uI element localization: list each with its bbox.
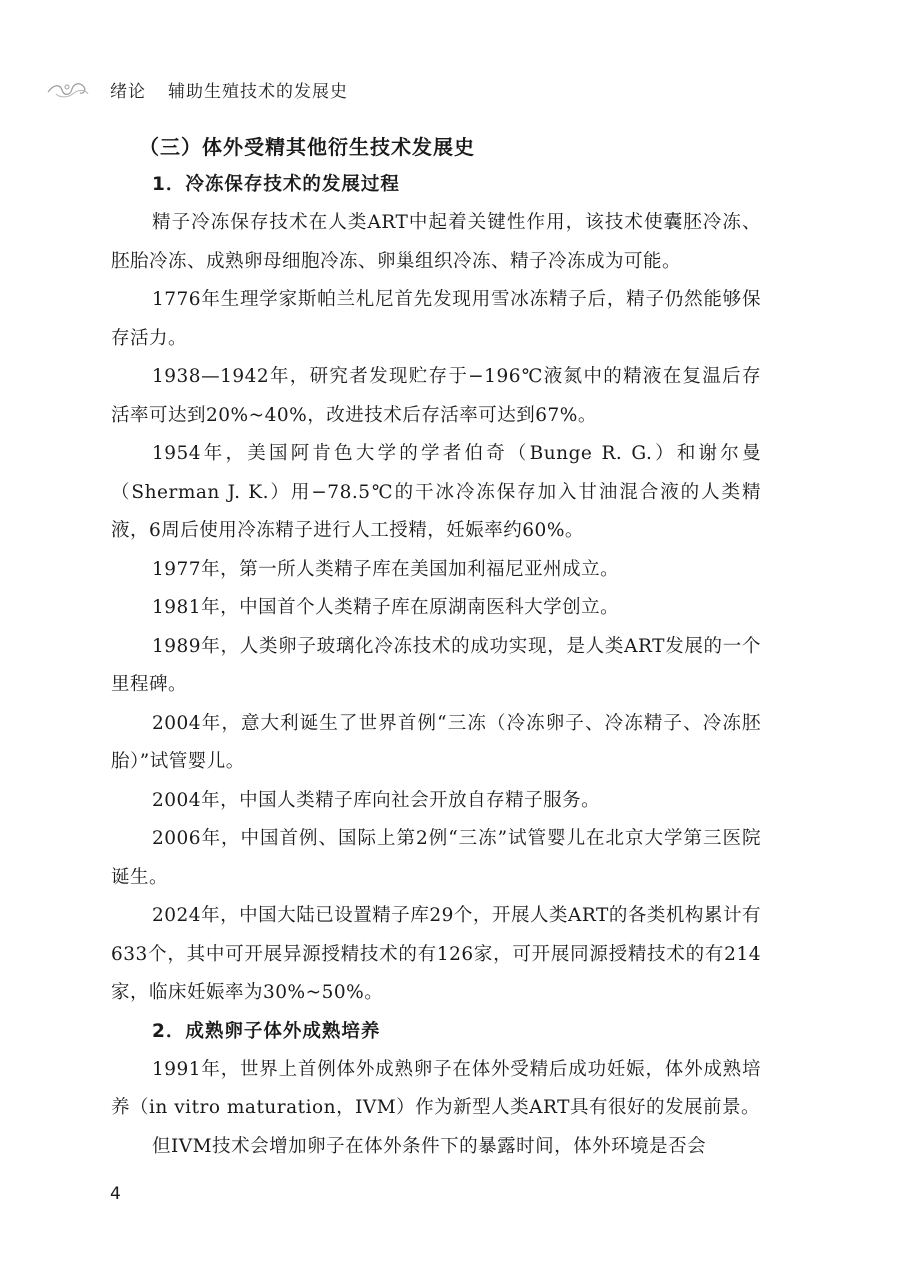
running-header [46, 74, 348, 104]
header-chapter-title: 辅助生殖技术的发展史 [168, 81, 348, 102]
subsection-title: 1．冷冻保存技术的发展过程 [152, 174, 400, 195]
paragraph: 2006年，中国首例、国际上第2例“三冻”试管婴儿在北京大学第三医院诞生。 [111, 828, 761, 888]
paragraph: 1991年，世界上首例体外成熟卵子在体外受精后成功妊娠，体外成熟培养（in vitro maturation，IVM）作为新型人类ART具有很好的发展前景。 [111, 1058, 761, 1118]
paragraph: 2004年，中国人类精子库向社会开放自存精子服务。 [152, 789, 601, 811]
paragraph: 2024年，中国大陆已设置精子库29个，开展人类ART的各类机构累计有633个，其中可开展异源授精技术的有126家，可开展同源授精技术的有214家，临床妊娠率为30%~50%。 [111, 905, 761, 1003]
paragraph: 1954年，美国阿肯色大学的学者伯奇（Bunge R. G.）和谢尔曼（Sherman J. K.）用−78.5℃的干冰冷冻保存加入甘油混合液的人类精液，6周后使用冷冻精子进行人工授精，妊娠率约60%。 [111, 443, 761, 541]
page-body [111, 128, 761, 1166]
paragraph: 1977年，第一所人类精子库在美国加利福尼亚州成立。 [152, 558, 620, 580]
page-number: 4 [110, 1184, 121, 1204]
header-chapter: 绪论 [110, 81, 146, 102]
section-title: （三）体外受精其他衍生技术发展史 [139, 135, 475, 159]
subsection-title: 2．成熟卵子体外成熟培养 [152, 1020, 381, 1042]
header-text [110, 77, 348, 102]
paragraph: 但IVM技术会增加卵子在体外条件下的暴露时间，体外环境是否会 [152, 1135, 707, 1157]
paragraph: 精子冷冻保存技术在人类ART中起着关键性作用，该技术使囊胚冷冻、胚胎冷冻、成熟卵母细胞冷冻、卵巢组织冷冻、精子冷冻成为可能。 [111, 212, 761, 272]
paragraph: 1938—1942年，研究者发现贮存于−196℃液氮中的精液在复温后存活率可达到20%~40%，改进技术后存活率可达到67%。 [111, 366, 761, 426]
decorative-swirl-icon [46, 78, 90, 100]
paragraph: 2004年，意大利诞生了世界首例“三冻（冷冻卵子、冷冻精子、冷冻胚胎）”试管婴儿。 [111, 712, 761, 772]
paragraph: 1776年生理学家斯帕兰札尼首先发现用雪冰冻精子后，精子仍然能够保存活力。 [111, 289, 761, 349]
paragraph: 1989年，人类卵子玻璃化冷冻技术的成功实现，是人类ART发展的一个里程碑。 [111, 635, 761, 695]
paragraph: 1981年，中国首个人类精子库在原湖南医科大学创立。 [152, 597, 620, 618]
